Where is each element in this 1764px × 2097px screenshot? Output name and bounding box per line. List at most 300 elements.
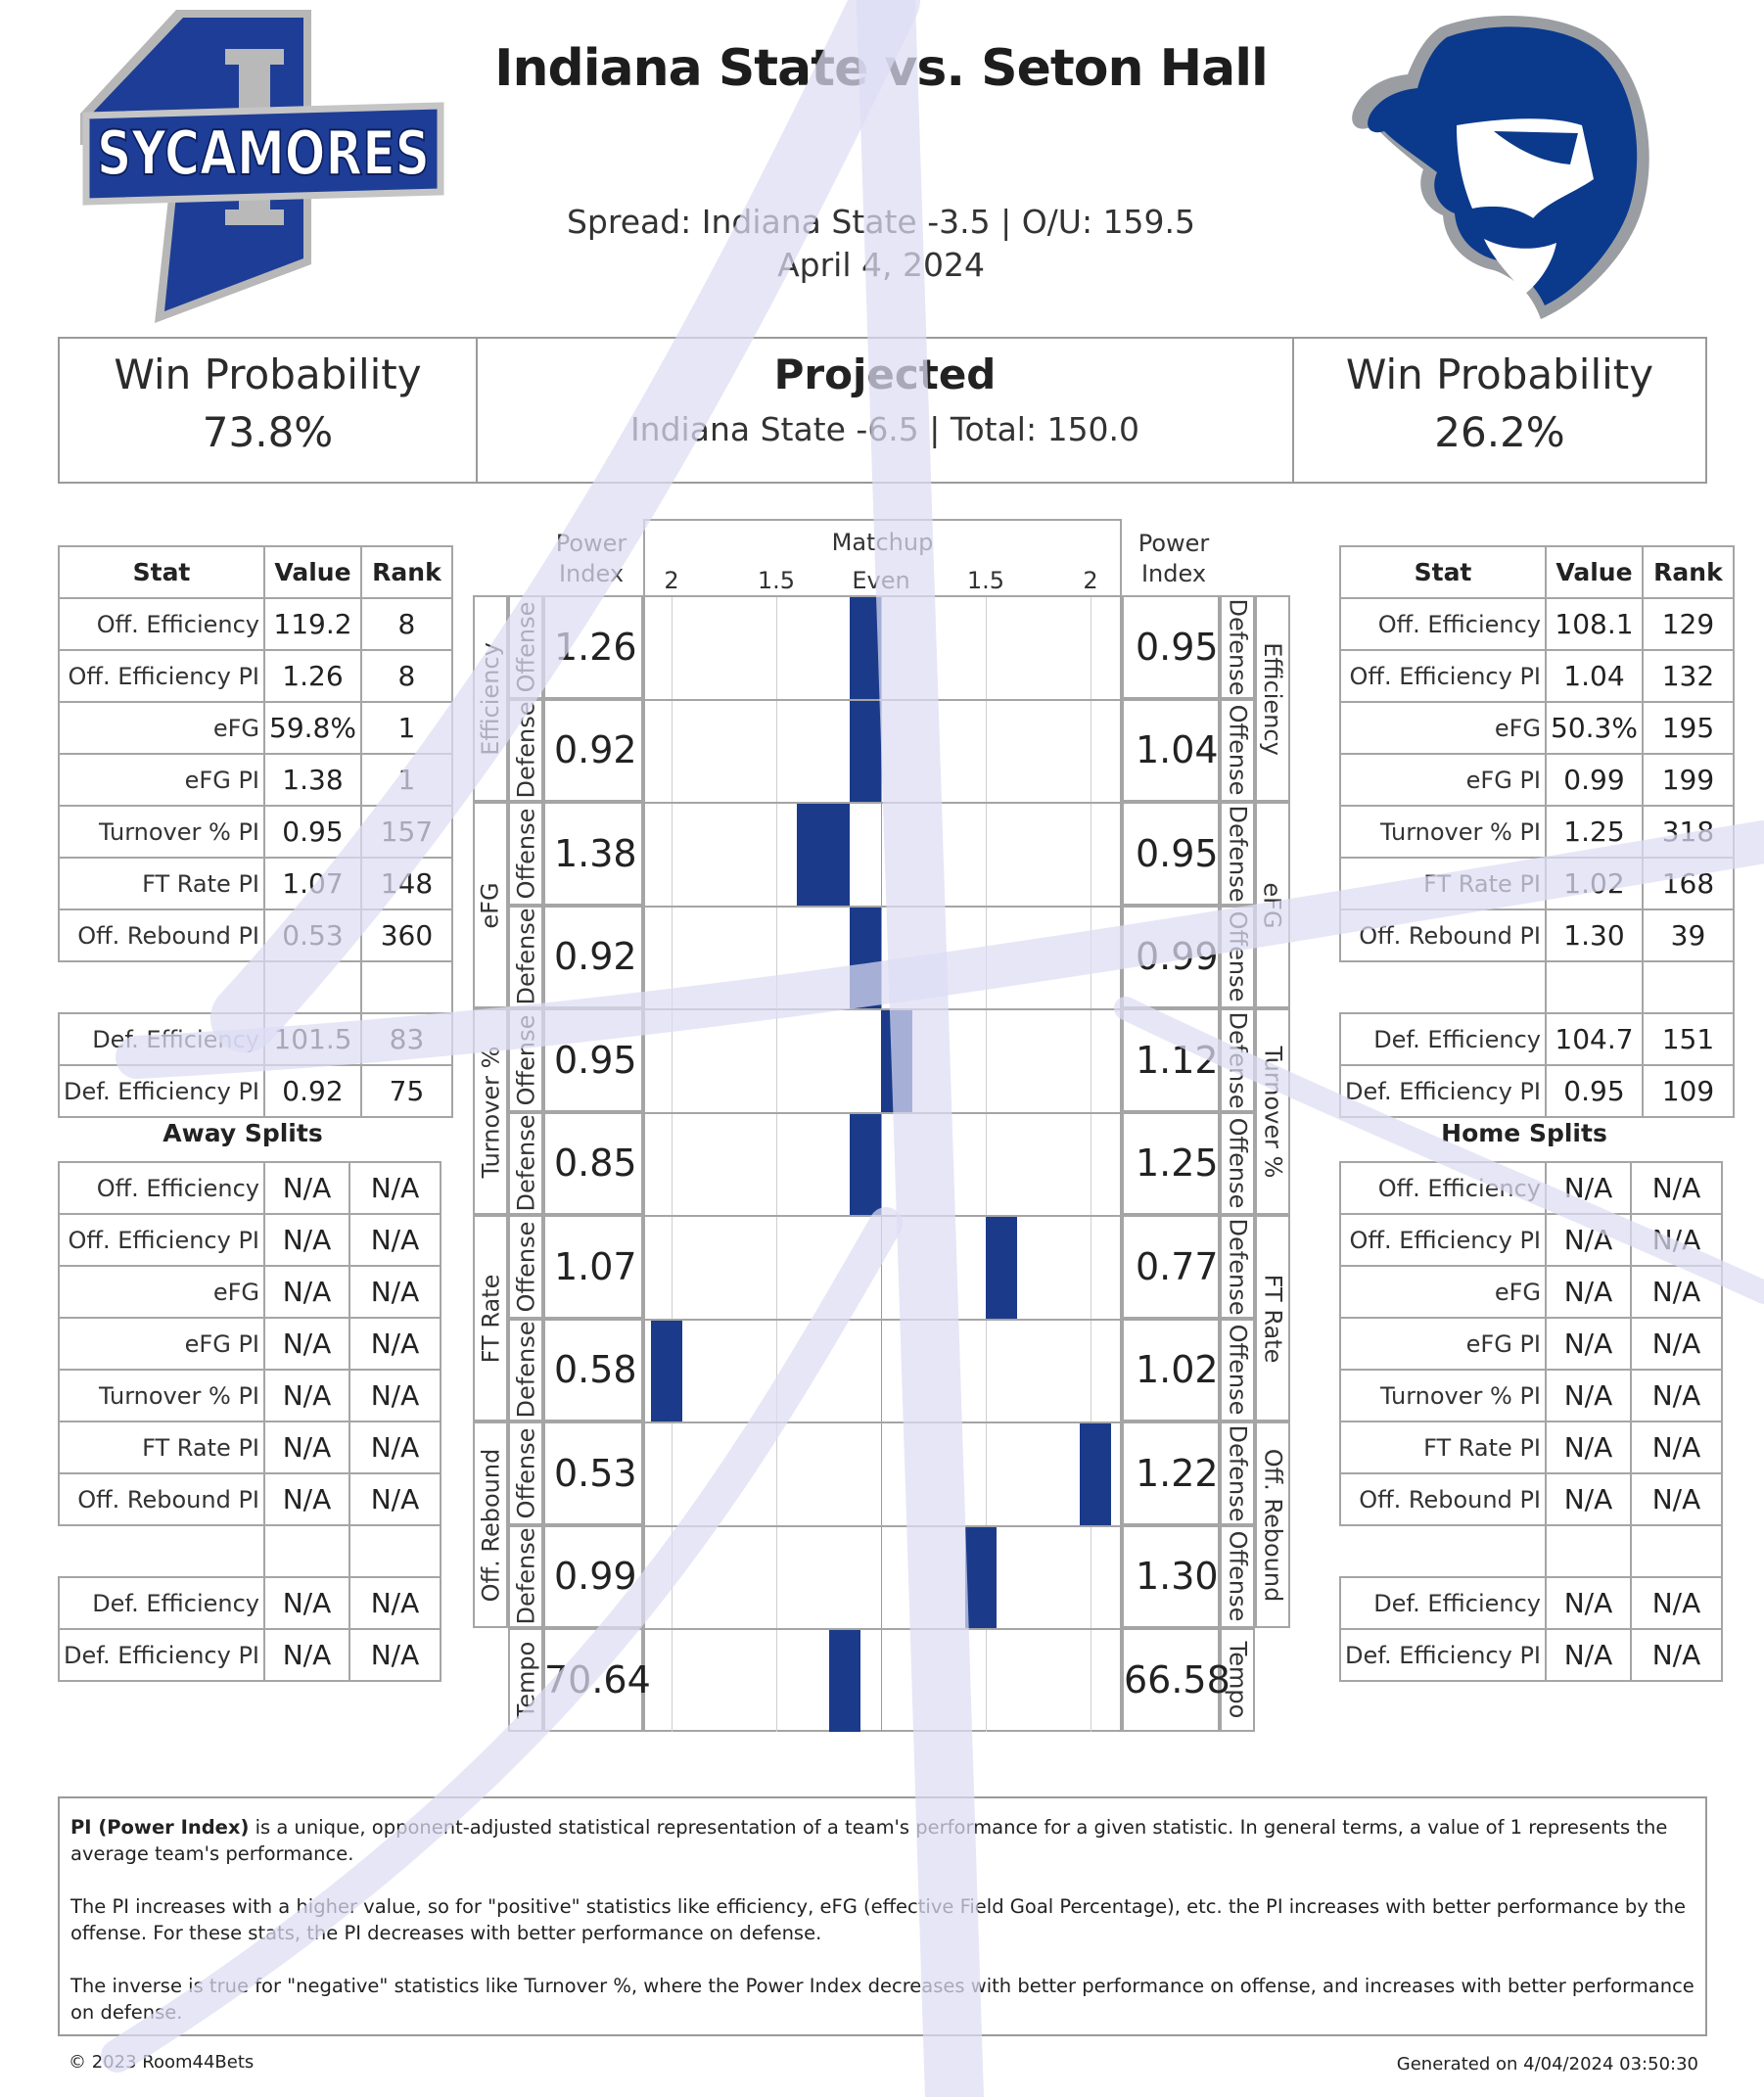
table-row (59, 1370, 441, 1421)
matchup-tick-label: 2 (664, 567, 679, 594)
home-tempo-label-text: Tempo (1224, 1641, 1251, 1719)
home-power-index-value: 0.95 (1136, 831, 1219, 875)
matchup-row-divider (643, 595, 1122, 597)
stat-value: N/A (1546, 1421, 1631, 1473)
home-side-label-text: Offense (1224, 704, 1252, 796)
away-side-label-text: Offense (512, 1221, 540, 1313)
stat-name: Turnover % PI (1340, 1370, 1546, 1421)
home-win-probability-value: 26.2% (1434, 408, 1565, 456)
matchup-row-divider (643, 1319, 1122, 1321)
stat-rank: N/A (349, 1421, 441, 1473)
away-side-label (508, 1008, 543, 1112)
home-category-label (1255, 1421, 1290, 1628)
stat-rank: N/A (1631, 1577, 1722, 1629)
away-power-index-value: 1.26 (554, 625, 637, 669)
stat-name: Def. Efficiency PI (59, 1629, 264, 1681)
stat-value: 1.30 (1546, 909, 1643, 961)
home-category-label (1255, 595, 1290, 802)
stat-name: Turnover % PI (59, 1370, 264, 1421)
home-power-index-value: 66.58 (1124, 1657, 1230, 1701)
home-side-label (1220, 1112, 1255, 1216)
home-power-index-value: 1.04 (1136, 728, 1219, 772)
pi-note-3: The inverse is true for "negative" statistics like Turnover %, where the Power Index decreases with better performance on offense, and increases with better performance on defense. (70, 1975, 1694, 2024)
away-side-label-text: Offense (512, 1014, 540, 1106)
stat-rank: 129 (1643, 598, 1734, 650)
stat-name: Def. Efficiency (59, 1577, 264, 1629)
away-power-index-value: 1.07 (554, 1244, 637, 1288)
stat-name: FT Rate PI (1340, 858, 1546, 909)
stat-rank: 1 (361, 702, 452, 754)
away-category-label-text: eFG (477, 881, 505, 929)
home-category-label-text: FT Rate (1259, 1274, 1287, 1363)
home-side-label-text: Defense (1224, 1011, 1252, 1109)
away-splits-table (58, 1161, 441, 1682)
stat-rank: N/A (1631, 1318, 1722, 1370)
away-side-label (508, 1319, 543, 1422)
table-row (1340, 702, 1734, 754)
table-row (59, 702, 452, 754)
stats-header-row (59, 546, 452, 598)
table-row (59, 598, 452, 650)
rank-header: Rank (1643, 546, 1734, 598)
stat-value: N/A (264, 1577, 349, 1629)
home-power-index-value: 0.95 (1136, 625, 1219, 669)
stat-value: N/A (1546, 1577, 1631, 1629)
away-category-label (473, 802, 508, 1008)
stat-rank: N/A (1631, 1473, 1722, 1525)
matchup-tick-label: Even (852, 567, 910, 594)
home-category-label (1255, 1008, 1290, 1215)
matchup-row-divider (643, 1525, 1122, 1527)
table-row (59, 1214, 441, 1266)
matchup-tick-label: 1.5 (757, 567, 796, 594)
home-side-label-text: Defense (1224, 805, 1252, 903)
stat-rank: 132 (1643, 650, 1734, 702)
matchup-bar (797, 804, 850, 906)
home-side-label-text: Offense (1224, 1117, 1252, 1209)
stat-name: eFG PI (1340, 754, 1546, 806)
stat-rank: 83 (361, 1013, 452, 1065)
away-side-label-text: Defense (512, 701, 540, 799)
home-power-index-header-line1: Power (1137, 530, 1210, 557)
away-category-label (473, 1421, 508, 1628)
away-side-label (508, 595, 543, 699)
table-row (1340, 1162, 1722, 1214)
matchup-row-divider (643, 1421, 1122, 1423)
stat-name: FT Rate PI (1340, 1421, 1546, 1473)
table-row (59, 909, 452, 961)
away-category-label (473, 1215, 508, 1421)
stat-rank: N/A (1631, 1629, 1722, 1681)
stat-value: N/A (1546, 1473, 1631, 1525)
matchup-bar (986, 1217, 1017, 1319)
matchup-bar (850, 701, 881, 803)
stat-name: Turnover % PI (59, 806, 264, 858)
stat-value: 1.04 (1546, 650, 1643, 702)
spread-line: Spread: Indiana State -3.5 | O/U: 159.5 (566, 203, 1196, 241)
table-row (1340, 1473, 1722, 1525)
away-side-label (508, 1215, 543, 1319)
stat-name: Off. Rebound PI (1340, 1473, 1546, 1525)
home-side-label-text: Offense (1224, 1324, 1252, 1416)
stat-name: Off. Efficiency (1340, 1162, 1546, 1214)
stat-rank: N/A (1631, 1214, 1722, 1266)
stat-rank: 109 (1643, 1065, 1734, 1117)
away-win-probability-value: 73.8% (202, 408, 334, 456)
stat-rank: 168 (1643, 858, 1734, 909)
home-side-label (1220, 1319, 1255, 1422)
matchup-bar (965, 1527, 997, 1629)
stat-rank: N/A (1631, 1162, 1722, 1214)
away-power-index-value: 0.92 (554, 935, 637, 979)
stat-value: 1.25 (1546, 806, 1643, 858)
matchup-title: Matchup (831, 529, 934, 556)
stat-value: 0.92 (264, 1065, 361, 1117)
home-side-label (1220, 1525, 1255, 1629)
sycamores-logo-text: SYCAMORES (97, 117, 430, 189)
away-side-label (508, 802, 543, 906)
value-header: Value (264, 546, 361, 598)
stat-rank: 8 (361, 650, 452, 702)
home-power-index-value: 0.77 (1136, 1244, 1219, 1288)
stat-value: 1.07 (264, 858, 361, 909)
matchup-gridline (776, 595, 777, 1732)
table-row (1340, 1013, 1734, 1065)
stat-value: 119.2 (264, 598, 361, 650)
home-category-label-text: Off. Rebound (1259, 1448, 1286, 1602)
stat-header: Stat (1340, 546, 1546, 598)
away-power-index-value: 0.99 (554, 1555, 637, 1599)
home-stats-table (1339, 545, 1735, 1118)
home-category-label (1255, 1215, 1290, 1421)
stat-name: eFG PI (1340, 1318, 1546, 1370)
stat-value: 104.7 (1546, 1013, 1643, 1065)
stat-value: 101.5 (264, 1013, 361, 1065)
stat-name: Def. Efficiency PI (59, 1065, 264, 1117)
away-side-label (508, 1421, 543, 1525)
stat-value: N/A (264, 1421, 349, 1473)
table-row (59, 650, 452, 702)
stat-name: Off. Rebound PI (59, 909, 264, 961)
stat-value: 59.8% (264, 702, 361, 754)
away-side-label-text: Offense (512, 601, 540, 693)
away-category-label-text: FT Rate (477, 1274, 505, 1363)
matchup-gridline (672, 595, 673, 1732)
table-row (59, 1065, 452, 1117)
stat-rank: N/A (349, 1370, 441, 1421)
stat-rank: N/A (1631, 1421, 1722, 1473)
stat-rank: N/A (1631, 1266, 1722, 1318)
stat-name: Def. Efficiency PI (1340, 1629, 1546, 1681)
matchup-bar (881, 1010, 912, 1112)
away-category-label-text: Efficiency (477, 641, 505, 756)
generated-timestamp: Generated on 4/04/2024 03:50:30 (1396, 2054, 1698, 2074)
away-side-label (508, 906, 543, 1009)
sycamores-logo (78, 8, 450, 323)
table-row (1340, 598, 1734, 650)
away-power-index-value: 1.38 (554, 831, 637, 875)
pi-note-1-text: is a unique, opponent-adjusted statistical representation of a team's performance for a given statistic. In general terms, a value of 1 represents the average team's performance. (70, 1816, 1668, 1865)
home-win-probability-label: Win Probability (1345, 350, 1654, 398)
stat-rank: 318 (1643, 806, 1734, 858)
pi-note-1-bold: PI (Power Index) (70, 1816, 250, 1839)
matchup-row-divider (643, 1112, 1122, 1114)
table-row (59, 1266, 441, 1318)
stat-value: 0.95 (1546, 1065, 1643, 1117)
spacer-row (1340, 1525, 1722, 1577)
stats-header-row (1340, 546, 1734, 598)
away-side-label-text: Defense (512, 908, 540, 1005)
away-power-index-value: 0.58 (554, 1348, 637, 1392)
stat-value: N/A (1546, 1318, 1631, 1370)
matchup-chart-area (643, 595, 1122, 1732)
win-probability-box (58, 337, 1707, 484)
away-side-label-text: Offense (512, 808, 540, 900)
home-side-label (1220, 906, 1255, 1009)
home-power-index-value: 1.22 (1136, 1451, 1219, 1495)
stat-value: 0.99 (1546, 754, 1643, 806)
table-row (59, 858, 452, 909)
home-side-label (1220, 1215, 1255, 1319)
projected-value: Indiana State -6.5 | Total: 150.0 (629, 410, 1140, 448)
matchup-bar (651, 1321, 682, 1422)
matchup-row-divider (643, 802, 1122, 804)
away-tempo-label (508, 1628, 543, 1732)
pi-note-1 (70, 1814, 1694, 1867)
stat-name: Off. Rebound PI (1340, 909, 1546, 961)
table-row (59, 1013, 452, 1065)
stat-name: eFG (59, 702, 264, 754)
home-side-label (1220, 1421, 1255, 1525)
stat-rank: 39 (1643, 909, 1734, 961)
home-power-index-value: 1.25 (1136, 1142, 1219, 1186)
stat-rank: N/A (349, 1629, 441, 1681)
stat-value: 1.02 (1546, 858, 1643, 909)
stat-name: Def. Efficiency PI (1340, 1065, 1546, 1117)
matchup-bar (850, 1114, 881, 1216)
home-category-label (1255, 802, 1290, 1008)
stat-name: Turnover % PI (1340, 806, 1546, 858)
table-row (59, 1577, 441, 1629)
stat-name: Off. Efficiency (59, 598, 264, 650)
projected-label: Projected (773, 350, 997, 398)
home-splits-table (1339, 1161, 1723, 1682)
table-row (59, 1629, 441, 1681)
table-row (1340, 1065, 1734, 1117)
table-row (1340, 1577, 1722, 1629)
stat-rank: N/A (349, 1266, 441, 1318)
away-category-label-text: Off. Rebound (477, 1448, 504, 1602)
stat-name: eFG (1340, 1266, 1546, 1318)
pi-note-2: The PI increases with a higher value, so for "positive" statistics like efficiency, eFG (effective Field Goal Percentage), etc. the PI increases with better performance by the offense. For these stats, the PI decreases with better performance on defense. (70, 1895, 1686, 1944)
stat-name: Off. Efficiency PI (1340, 1214, 1546, 1266)
matchup-row-divider (643, 699, 1122, 701)
away-side-label (508, 1525, 543, 1629)
home-power-index-value: 0.99 (1136, 935, 1219, 979)
away-splits-title: Away Splits (162, 1119, 323, 1147)
away-power-index-value: 0.53 (554, 1451, 637, 1495)
table-row (59, 1473, 441, 1525)
stat-value: N/A (1546, 1370, 1631, 1421)
stat-name: eFG PI (59, 1318, 264, 1370)
stat-header: Stat (59, 546, 264, 598)
away-win-probability (60, 339, 476, 482)
stat-name: Off. Efficiency (1340, 598, 1546, 650)
stat-value: N/A (264, 1473, 349, 1525)
stat-name: eFG PI (59, 754, 264, 806)
spacer-row (59, 1525, 441, 1577)
pi-explanation (58, 1796, 1707, 2036)
matchup-gridline (881, 595, 882, 1732)
game-date: April 4, 2024 (777, 246, 985, 284)
pirate-logo (1347, 8, 1660, 323)
stat-rank: 1 (361, 754, 452, 806)
stat-value: N/A (1546, 1214, 1631, 1266)
away-category-label (473, 595, 508, 802)
stat-rank: 157 (361, 806, 452, 858)
matchup-bar (850, 597, 881, 699)
away-side-label-text: Defense (512, 1321, 540, 1419)
stat-rank: 151 (1643, 1013, 1734, 1065)
matchup-row-divider (643, 906, 1122, 908)
matchup-tick-label: 1.5 (966, 567, 1005, 594)
stat-name: Off. Efficiency PI (59, 1214, 264, 1266)
stat-value: N/A (264, 1266, 349, 1318)
stat-value: N/A (264, 1214, 349, 1266)
copyright: © 2023 Room44Bets (69, 2052, 255, 2073)
stat-name: FT Rate PI (59, 1421, 264, 1473)
away-side-label (508, 1112, 543, 1216)
away-power-index-value: 0.85 (554, 1142, 637, 1186)
stat-name: eFG (59, 1266, 264, 1318)
stat-rank: N/A (1631, 1370, 1722, 1421)
stat-value: N/A (1546, 1629, 1631, 1681)
stat-name: Def. Efficiency (1340, 1013, 1546, 1065)
stat-value: N/A (264, 1629, 349, 1681)
stat-rank: 75 (361, 1065, 452, 1117)
home-side-label-text: Defense (1224, 598, 1252, 696)
stat-rank: 148 (361, 858, 452, 909)
table-row (59, 754, 452, 806)
table-row (1340, 1318, 1722, 1370)
away-power-index-value: 0.92 (554, 728, 637, 772)
home-power-index-header-line2: Index (1140, 560, 1207, 587)
stat-value: 108.1 (1546, 598, 1643, 650)
away-power-index-value: 0.95 (554, 1038, 637, 1082)
home-power-index-header (1122, 529, 1226, 589)
table-row (1340, 754, 1734, 806)
away-power-index-header-line2: Index (558, 560, 625, 587)
table-row (1340, 806, 1734, 858)
projected-cell (476, 339, 1294, 482)
home-side-label (1220, 595, 1255, 699)
stat-rank: N/A (349, 1162, 441, 1214)
stat-name: eFG (1340, 702, 1546, 754)
home-side-label-text: Offense (1224, 910, 1252, 1002)
away-side-label-text: Offense (512, 1427, 540, 1519)
table-row (59, 1162, 441, 1214)
stat-rank: N/A (349, 1577, 441, 1629)
home-side-label (1220, 802, 1255, 906)
home-category-label-text: Turnover % (1259, 1046, 1286, 1178)
table-row (1340, 1629, 1722, 1681)
table-row (59, 1318, 441, 1370)
stat-value: 50.3% (1546, 702, 1643, 754)
stat-value: N/A (1546, 1162, 1631, 1214)
stat-rank: 195 (1643, 702, 1734, 754)
table-row (1340, 909, 1734, 961)
stat-value: 0.53 (264, 909, 361, 961)
table-row (1340, 1214, 1722, 1266)
rank-header: Rank (361, 546, 452, 598)
home-side-label (1220, 1008, 1255, 1112)
away-side-label-text: Defense (512, 1114, 540, 1212)
home-category-label-text: eFG (1259, 881, 1287, 929)
stat-value: N/A (264, 1370, 349, 1421)
table-row (1340, 1370, 1722, 1421)
stat-name: Off. Efficiency (59, 1162, 264, 1214)
matchup-bar (829, 1630, 860, 1732)
home-side-label-text: Defense (1224, 1218, 1252, 1316)
stat-name: FT Rate PI (59, 858, 264, 909)
home-power-index-value: 1.30 (1136, 1555, 1219, 1599)
stat-rank: N/A (349, 1214, 441, 1266)
away-side-label-text: Defense (512, 1527, 540, 1625)
home-splits-title: Home Splits (1441, 1119, 1607, 1147)
table-row (1340, 1421, 1722, 1473)
stat-value: 1.38 (264, 754, 361, 806)
home-category-label-text: Efficiency (1259, 641, 1287, 756)
home-power-index-value: 1.12 (1136, 1038, 1219, 1082)
matchup-bar (1080, 1423, 1111, 1525)
stat-rank: N/A (349, 1318, 441, 1370)
table-row (59, 1421, 441, 1473)
spacer-row (59, 961, 452, 1013)
matchup-bar (850, 908, 881, 1009)
home-side-label-text: Offense (1224, 1530, 1252, 1622)
stat-rank: 199 (1643, 754, 1734, 806)
home-side-label-text: Defense (1224, 1424, 1252, 1522)
away-power-index-header-line1: Power (555, 530, 627, 557)
table-row (59, 806, 452, 858)
table-row (1340, 858, 1734, 909)
stat-name: Off. Efficiency PI (1340, 650, 1546, 702)
stat-value: 0.95 (264, 806, 361, 858)
page-title: Indiana State vs. Seton Hall (494, 39, 1268, 98)
table-row (1340, 1266, 1722, 1318)
stat-name: Off. Rebound PI (59, 1473, 264, 1525)
stat-name: Off. Efficiency PI (59, 650, 264, 702)
stat-value: 1.26 (264, 650, 361, 702)
home-win-probability (1294, 339, 1705, 482)
matchup-tick-label: 2 (1083, 567, 1098, 594)
stat-name: Def. Efficiency (1340, 1577, 1546, 1629)
away-win-probability-label: Win Probability (114, 350, 422, 398)
stat-rank: 360 (361, 909, 452, 961)
home-power-index-value: 1.02 (1136, 1348, 1219, 1392)
home-side-label (1220, 699, 1255, 803)
stat-value: N/A (1546, 1266, 1631, 1318)
table-row (1340, 650, 1734, 702)
stat-value: N/A (264, 1318, 349, 1370)
spacer-row (1340, 961, 1734, 1013)
value-header: Value (1546, 546, 1643, 598)
away-power-index-header (539, 529, 643, 589)
matchup-row-divider (643, 1215, 1122, 1217)
stat-rank: 8 (361, 598, 452, 650)
stat-rank: N/A (349, 1473, 441, 1525)
away-category-label (473, 1008, 508, 1215)
